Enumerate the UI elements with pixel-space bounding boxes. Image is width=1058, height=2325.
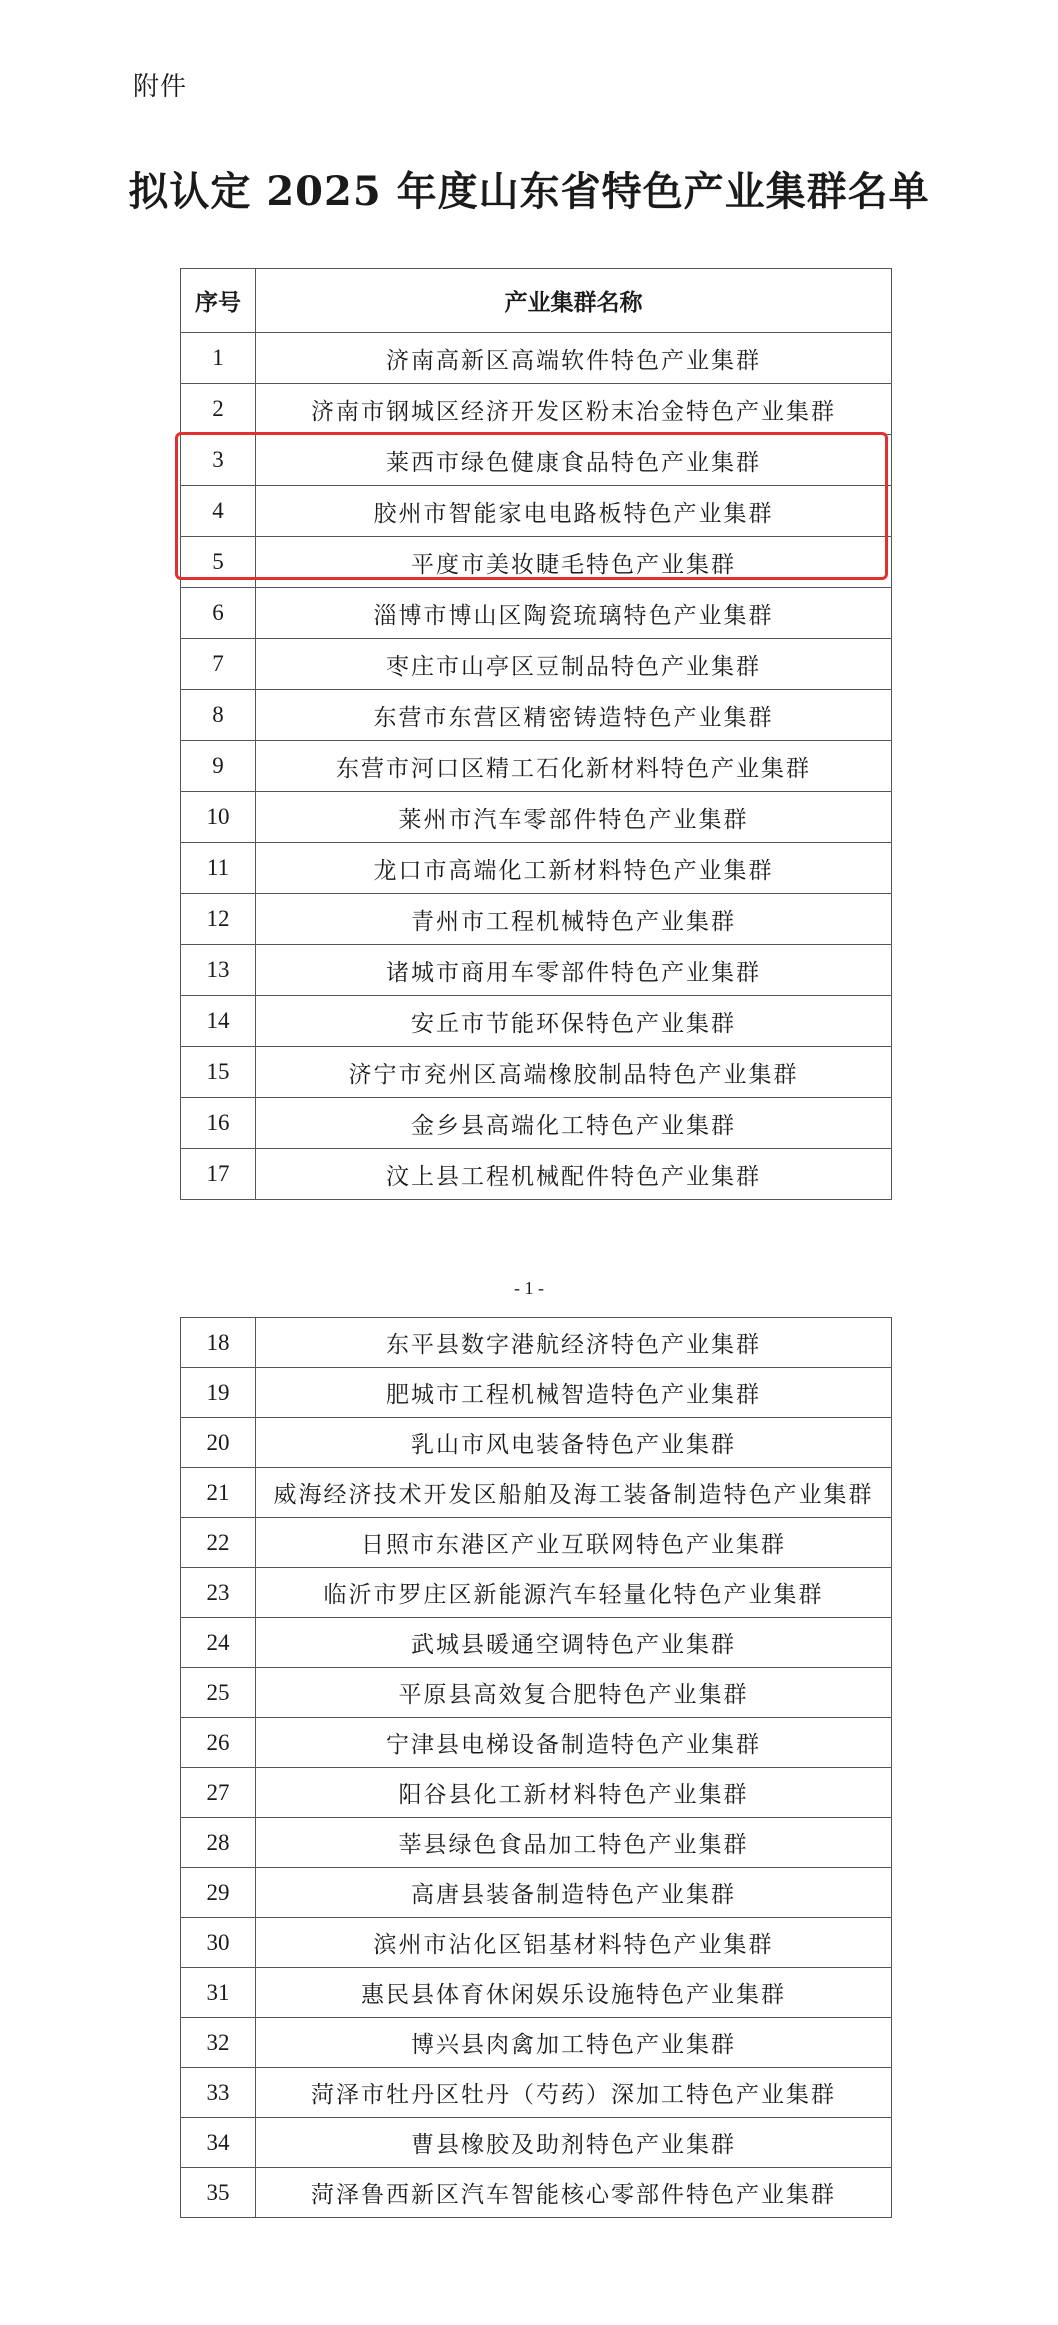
row-index: 26 bbox=[181, 1718, 256, 1768]
row-index: 1 bbox=[181, 333, 256, 384]
table-row bbox=[181, 1868, 892, 1918]
row-index: 31 bbox=[181, 1968, 256, 2018]
table-row bbox=[181, 1618, 892, 1668]
table-row bbox=[181, 1047, 892, 1098]
cluster-table-page-1 bbox=[180, 268, 892, 1200]
table-row bbox=[181, 1368, 892, 1418]
row-index: 19 bbox=[181, 1368, 256, 1418]
table-row bbox=[181, 1918, 892, 1968]
row-index: 27 bbox=[181, 1768, 256, 1818]
row-index: 28 bbox=[181, 1818, 256, 1868]
row-index: 10 bbox=[181, 792, 256, 843]
row-index: 24 bbox=[181, 1618, 256, 1668]
row-index: 29 bbox=[181, 1868, 256, 1918]
row-cluster-name: 东营市东营区精密铸造特色产业集群 bbox=[256, 690, 892, 741]
row-index: 5 bbox=[181, 537, 256, 588]
row-cluster-name: 安丘市节能环保特色产业集群 bbox=[256, 996, 892, 1047]
table-row bbox=[181, 1468, 892, 1518]
row-cluster-name: 济南市钢城区经济开发区粉末冶金特色产业集群 bbox=[256, 384, 892, 435]
row-index: 12 bbox=[181, 894, 256, 945]
row-index: 15 bbox=[181, 1047, 256, 1098]
table-row bbox=[181, 1818, 892, 1868]
table-row bbox=[181, 333, 892, 384]
row-cluster-name: 东营市河口区精工石化新材料特色产业集群 bbox=[256, 741, 892, 792]
row-cluster-name: 菏泽鲁西新区汽车智能核心零部件特色产业集群 bbox=[256, 2168, 892, 2218]
table-row bbox=[181, 996, 892, 1047]
table-row bbox=[181, 2018, 892, 2068]
table-row bbox=[181, 384, 892, 435]
table-row bbox=[181, 2068, 892, 2118]
table-row bbox=[181, 639, 892, 690]
row-index: 4 bbox=[181, 486, 256, 537]
row-index: 23 bbox=[181, 1568, 256, 1618]
row-cluster-name: 金乡县高端化工特色产业集群 bbox=[256, 1098, 892, 1149]
row-cluster-name: 济宁市兖州区高端橡胶制品特色产业集群 bbox=[256, 1047, 892, 1098]
row-cluster-name: 惠民县体育休闲娱乐设施特色产业集群 bbox=[256, 1968, 892, 2018]
row-index: 14 bbox=[181, 996, 256, 1047]
table-row bbox=[181, 945, 892, 996]
row-cluster-name: 莱西市绿色健康食品特色产业集群 bbox=[256, 435, 892, 486]
header-name: 产业集群名称 bbox=[256, 269, 892, 333]
cluster-table-page-2 bbox=[180, 1317, 892, 2218]
row-index: 18 bbox=[181, 1318, 256, 1368]
table-row bbox=[181, 1768, 892, 1818]
row-cluster-name: 平原县高效复合肥特色产业集群 bbox=[256, 1668, 892, 1718]
row-cluster-name: 枣庄市山亭区豆制品特色产业集群 bbox=[256, 639, 892, 690]
row-index: 3 bbox=[181, 435, 256, 486]
row-cluster-name: 高唐县装备制造特色产业集群 bbox=[256, 1868, 892, 1918]
row-cluster-name: 博兴县肉禽加工特色产业集群 bbox=[256, 2018, 892, 2068]
table-row bbox=[181, 1098, 892, 1149]
row-cluster-name: 诸城市商用车零部件特色产业集群 bbox=[256, 945, 892, 996]
table-header-row bbox=[181, 269, 892, 333]
row-cluster-name: 阳谷县化工新材料特色产业集群 bbox=[256, 1768, 892, 1818]
attachment-label: 附件 bbox=[133, 72, 188, 102]
row-cluster-name: 武城县暖通空调特色产业集群 bbox=[256, 1618, 892, 1668]
row-cluster-name: 肥城市工程机械智造特色产业集群 bbox=[256, 1368, 892, 1418]
table-row bbox=[181, 1418, 892, 1468]
row-index: 17 bbox=[181, 1149, 256, 1200]
table-row bbox=[181, 486, 892, 537]
row-cluster-name: 滨州市沾化区铝基材料特色产业集群 bbox=[256, 1918, 892, 1968]
row-index: 33 bbox=[181, 2068, 256, 2118]
table-row bbox=[181, 1668, 892, 1718]
row-cluster-name: 威海经济技术开发区船舶及海工装备制造特色产业集群 bbox=[256, 1468, 892, 1518]
row-index: 22 bbox=[181, 1518, 256, 1568]
row-index: 34 bbox=[181, 2118, 256, 2168]
row-cluster-name: 胶州市智能家电电路板特色产业集群 bbox=[256, 486, 892, 537]
table-row bbox=[181, 435, 892, 486]
row-index: 8 bbox=[181, 690, 256, 741]
row-index: 6 bbox=[181, 588, 256, 639]
row-cluster-name: 日照市东港区产业互联网特色产业集群 bbox=[256, 1518, 892, 1568]
row-cluster-name: 莱州市汽车零部件特色产业集群 bbox=[256, 792, 892, 843]
table-row bbox=[181, 2168, 892, 2218]
row-index: 32 bbox=[181, 2018, 256, 2068]
row-index: 13 bbox=[181, 945, 256, 996]
row-cluster-name: 平度市美妆睫毛特色产业集群 bbox=[256, 537, 892, 588]
row-index: 7 bbox=[181, 639, 256, 690]
row-cluster-name: 东平县数字港航经济特色产业集群 bbox=[256, 1318, 892, 1368]
table-row bbox=[181, 1968, 892, 2018]
row-index: 25 bbox=[181, 1668, 256, 1718]
table-row bbox=[181, 843, 892, 894]
document-title: 拟认定 2025 年度山东省特色产业集群名单 bbox=[128, 168, 930, 215]
table-row bbox=[181, 1568, 892, 1618]
row-cluster-name: 龙口市高端化工新材料特色产业集群 bbox=[256, 843, 892, 894]
table-row bbox=[181, 894, 892, 945]
row-cluster-name: 汶上县工程机械配件特色产业集群 bbox=[256, 1149, 892, 1200]
row-index: 35 bbox=[181, 2168, 256, 2218]
row-index: 30 bbox=[181, 1918, 256, 1968]
row-index: 21 bbox=[181, 1468, 256, 1518]
row-cluster-name: 曹县橡胶及助剂特色产业集群 bbox=[256, 2118, 892, 2168]
table-row bbox=[181, 2118, 892, 2168]
row-cluster-name: 宁津县电梯设备制造特色产业集群 bbox=[256, 1718, 892, 1768]
row-cluster-name: 乳山市风电装备特色产业集群 bbox=[256, 1418, 892, 1468]
table-row bbox=[181, 792, 892, 843]
header-index: 序号 bbox=[181, 269, 256, 333]
row-index: 9 bbox=[181, 741, 256, 792]
row-index: 2 bbox=[181, 384, 256, 435]
table-row bbox=[181, 588, 892, 639]
table-row bbox=[181, 690, 892, 741]
table-row bbox=[181, 741, 892, 792]
row-cluster-name: 济南高新区高端软件特色产业集群 bbox=[256, 333, 892, 384]
row-cluster-name: 莘县绿色食品加工特色产业集群 bbox=[256, 1818, 892, 1868]
table-row bbox=[181, 1518, 892, 1568]
row-index: 20 bbox=[181, 1418, 256, 1468]
table-row bbox=[181, 1149, 892, 1200]
row-cluster-name: 淄博市博山区陶瓷琉璃特色产业集群 bbox=[256, 588, 892, 639]
table-row bbox=[181, 1318, 892, 1368]
row-index: 11 bbox=[181, 843, 256, 894]
row-index: 16 bbox=[181, 1098, 256, 1149]
table-row bbox=[181, 537, 892, 588]
row-cluster-name: 青州市工程机械特色产业集群 bbox=[256, 894, 892, 945]
row-cluster-name: 菏泽市牡丹区牡丹（芍药）深加工特色产业集群 bbox=[256, 2068, 892, 2118]
table-row bbox=[181, 1718, 892, 1768]
row-cluster-name: 临沂市罗庄区新能源汽车轻量化特色产业集群 bbox=[256, 1568, 892, 1618]
page-number: - 1 - bbox=[514, 1278, 544, 1298]
